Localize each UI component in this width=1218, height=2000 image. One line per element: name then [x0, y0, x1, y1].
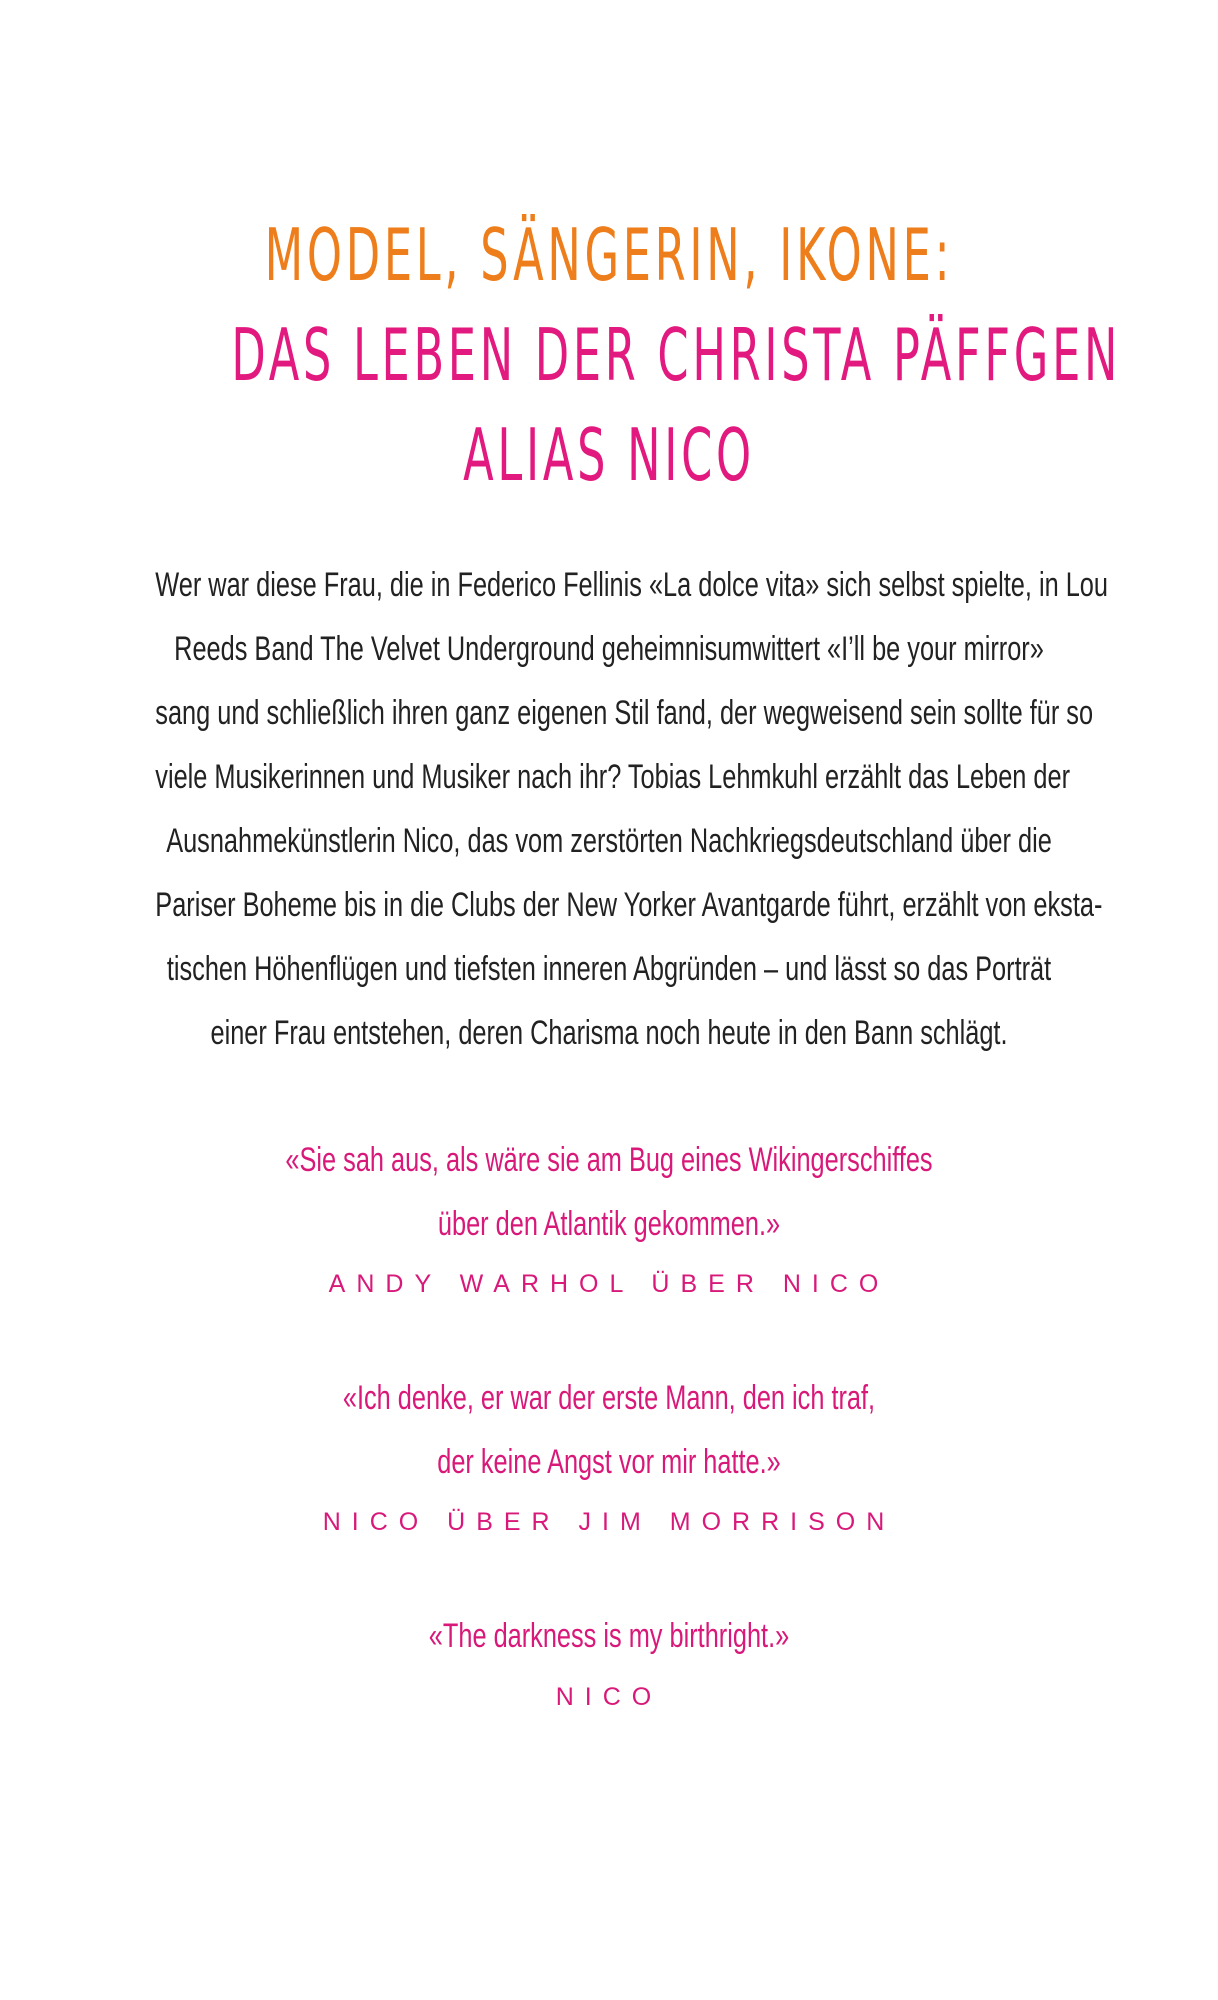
- blurb-line: sang und schließlich ihren ganz eigenen Stil fand, der wegweisend sein sollte für so: [155, 694, 1094, 732]
- headline-line-1: MODEL, SÄNGERIN, IKONE:: [264, 213, 954, 297]
- headline-line-3: ALIAS NICO: [463, 413, 755, 497]
- quote-attribution: ANDY WARHOL ÜBER NICO: [328, 1270, 890, 1298]
- quote-nico: [155, 1604, 1062, 1668]
- blurb-line: tischen Höhenflügen und tiefsten inneren Abgründen – und lässt so das Porträt: [166, 950, 1052, 988]
- blurb-line: einer Frau entstehen, deren Charisma noch heute in den Bann schlägt.: [210, 1014, 1008, 1052]
- blurb-text: [155, 553, 1108, 1065]
- quote-warhol: [155, 1128, 1062, 1256]
- quote-line: der keine Angst vor mir hatte.»: [437, 1443, 781, 1481]
- quote-attribution: NICO ÜBER JIM MORRISON: [322, 1508, 896, 1536]
- quote-line: «The darkness is my birthright.»: [428, 1617, 790, 1655]
- headline-line-2: DAS LEBEN DER CHRISTA PÄFFGEN: [231, 313, 1122, 397]
- blurb-line: Pariser Boheme bis in die Clubs der New Yorker Avantgarde führt, erzählt von eksta-: [155, 886, 1103, 924]
- blurb-line: viele Musikerinnen und Musiker nach ihr? Tobias Lehmkuhl erzählt das Leben der: [155, 758, 1071, 796]
- quote-line: «Ich denke, er war der erste Mann, den ich traf,: [342, 1379, 876, 1417]
- quote-line: über den Atlantik gekommen.»: [437, 1205, 781, 1243]
- blurb-line: Ausnahmekünstlerin Nico, das vom zerstörten Nachkriegsdeutschland über die: [166, 822, 1052, 860]
- quote-line: «Sie sah aus, als wäre sie am Bug eines Wikingerschiffes: [285, 1141, 933, 1179]
- headline: [231, 205, 1122, 505]
- quote-nico-morrison: [155, 1366, 1062, 1494]
- blurb-line: Wer war diese Frau, die in Federico Fellinis «La dolce vita» sich selbst spielte, in Lou: [155, 566, 1108, 604]
- blurb-line: Reeds Band The Velvet Underground geheimnisumwittert «I’ll be your mirror»: [174, 630, 1044, 668]
- quote-attribution: NICO: [555, 1683, 663, 1711]
